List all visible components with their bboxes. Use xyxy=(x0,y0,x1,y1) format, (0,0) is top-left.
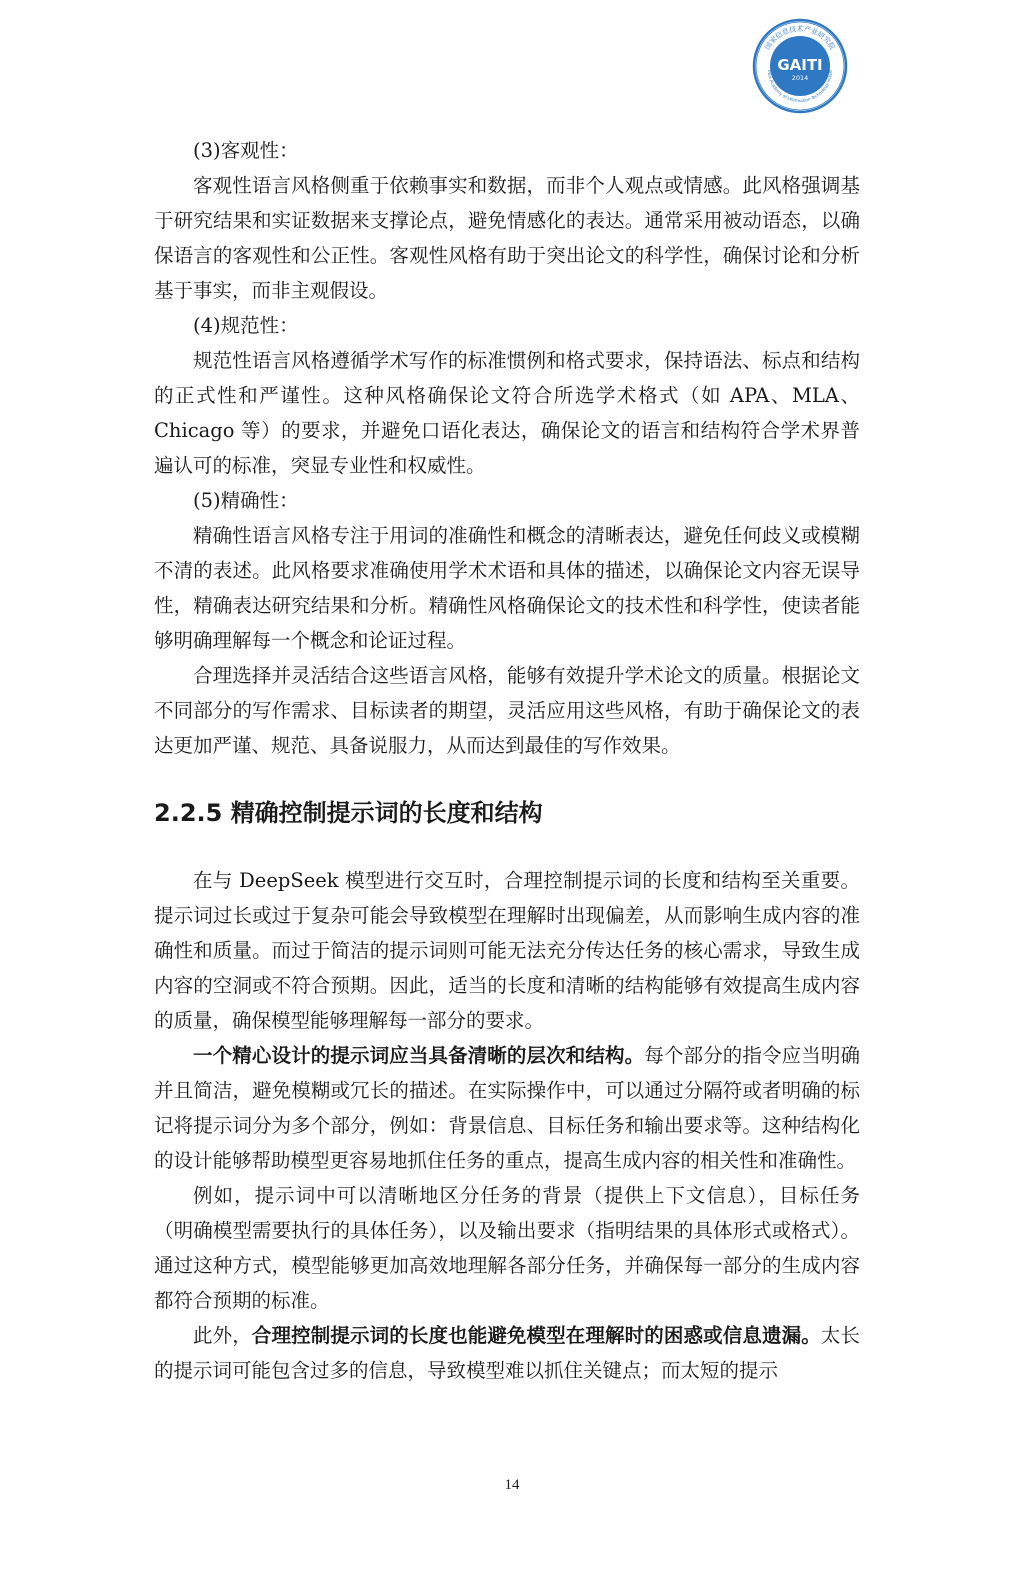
logo-ring-text-top: 国家信息技术产业研究院 xyxy=(763,25,837,52)
precision-paragraph: 精确性语言风格专注于用词的准确性和概念的清晰表达，避免任何歧义或模糊不清的表述。此风格要求准确使用学术术语和具体的描述，以确保论文内容无误导性，精确表达研究结果和分析。精确性风格确保论文的技术性和科学性，使读者能够明确理解每一个概念和论证过程。 xyxy=(154,524,860,652)
paragraph-text: 太长的提示词可能包含过多的信息，导致模型难以抓住关键点；而太短的提示 xyxy=(154,1324,860,1382)
gaiti-seal-icon xyxy=(752,18,848,114)
paragraph-text: 每个部分的指令应当明确并且简洁，避免模糊或冗长的描述。在实际操作中，可以通过分隔符或者明确的标记将提示词分为多个部分，例如：背景信息、目标任务和输出要求等。这种结构化的设计能够帮助模型更容易地抓住任务的重点，提高生成内容的相关性和准确性。 xyxy=(154,1044,860,1172)
section-paragraph-3: 例如，提示词中可以清晰地区分任务的背景（提供上下文信息），目标任务（明确模型需要执行的具体任务），以及输出要求（指明结果的具体形式或格式）。通过这种方式，模型能够更加高效地理解各部分任务，并确保每一部分的生成内容都符合预期的标准。 xyxy=(154,1184,860,1312)
emphasis-text: 合理控制提示词的长度也能避免模型在理解时的困惑或信息遗漏。 xyxy=(251,1324,821,1347)
page-content xyxy=(154,133,860,1388)
section-paragraph-4 xyxy=(154,1318,860,1388)
section-paragraph-2 xyxy=(154,1038,860,1178)
emphasis-text: 一个精心设计的提示词应当具备清晰的层次和结构。 xyxy=(193,1044,645,1067)
objectivity-paragraph: 客观性语言风格侧重于依赖事实和数据，而非个人观点或情感。此风格强调基于研究结果和实证数据来支撑论点，避免情感化的表达。通常采用被动语态，以确保语言的客观性和公正性。客观性风格有助于突出论文的科学性，确保讨论和分析基于事实，而非主观假设。 xyxy=(154,174,860,302)
objectivity-heading: (3)客观性： xyxy=(193,139,299,162)
normativity-paragraph: 规范性语言风格遵循学术写作的标准惯例和格式要求，保持语法、标点和结构的正式性和严谨性。这种风格确保论文符合所选学术格式（如 APA、MLA、Chicago 等）的要求，并避免口语化表达，确保论文的语言和结构符合学术界普遍认可的标准，突显专业性和权威性。 xyxy=(154,349,860,477)
logo-ring-text-bottom: obal Academy of Information Technology Indust xyxy=(766,69,834,104)
logo-year: 2014 xyxy=(791,74,809,82)
precision-heading: (5)精确性： xyxy=(193,489,299,512)
paragraph-lead: 此外， xyxy=(193,1324,252,1347)
page-number: 14 xyxy=(504,1477,520,1493)
gaiti-logo xyxy=(752,18,848,114)
logo-text: GAITI xyxy=(777,56,823,74)
section-paragraph-1: 在与 DeepSeek 模型进行交互时，合理控制提示词的长度和结构至关重要。提示词过长或过于复杂可能会导致模型在理解时出现偏差，从而影响生成内容的准确性和质量。而过于简洁的提示词则可能无法充分传达任务的核心需求，导致生成内容的空洞或不符合预期。因此，适当的长度和清晰的结构能够有效提高生成内容的质量，确保模型能够理解每一部分的要求。 xyxy=(154,869,860,1032)
section-title: 2.2.5 精确控制提示词的长度和结构 xyxy=(154,799,543,827)
summary-paragraph: 合理选择并灵活结合这些语言风格，能够有效提升学术论文的质量。根据论文不同部分的写作需求、目标读者的期望，灵活应用这些风格，有助于确保论文的表达更加严谨、规范、具备说服力，从而达到最佳的写作效果。 xyxy=(154,664,860,757)
normativity-heading: (4)规范性： xyxy=(193,314,299,337)
